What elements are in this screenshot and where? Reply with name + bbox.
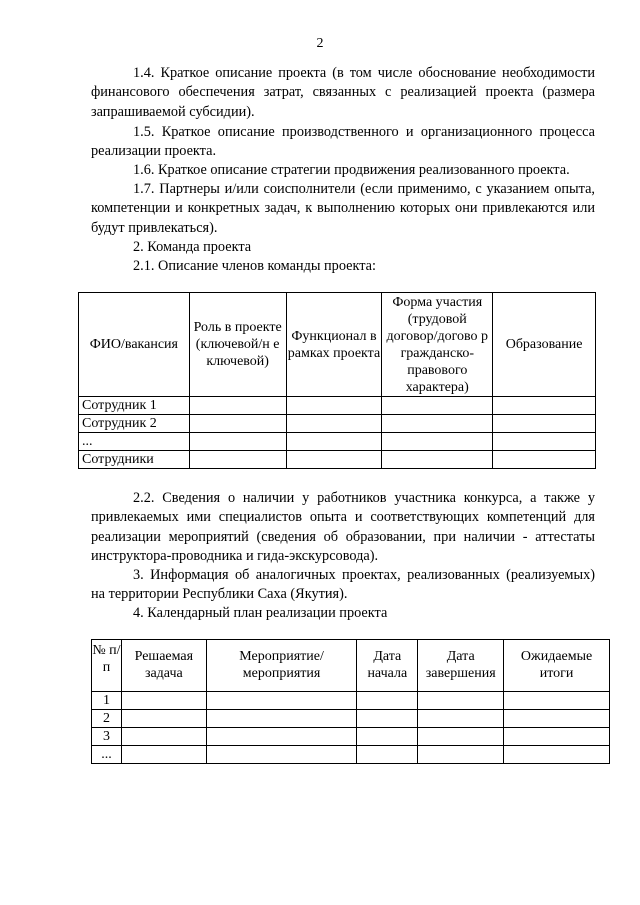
table-cell	[121, 746, 206, 764]
paragraph-1-5: 1.5. Краткое описание производственного и организационного процесса реализации проекта.	[91, 124, 595, 160]
team-header-role: Роль в проекте (ключевой/н е ключевой)	[189, 293, 286, 397]
table-cell	[382, 397, 493, 415]
table-row	[79, 451, 596, 469]
table-cell	[493, 397, 596, 415]
table-row	[92, 710, 610, 728]
table-cell	[286, 433, 382, 451]
paragraph-3: 3. Информация об аналогичных проектах, реализованных (реализуемых) на территории Республики Саха (Якутия).	[91, 567, 595, 603]
team-header-name: ФИО/вакансия	[79, 293, 190, 397]
table-cell	[206, 692, 357, 710]
paragraph-2-2: 2.2. Сведения о наличии у работников участника конкурса, а также у привлекаемых ими специалистов опыта и соответствующих компетенций для реализации мероприятий (сведения об образовании, при наличии - аттестаты инструктора-проводника и гида-экскурсовода).	[91, 490, 595, 565]
table-cell	[206, 728, 357, 746]
table-row	[79, 415, 596, 433]
table-cell	[286, 397, 382, 415]
table-cell	[206, 746, 357, 764]
table-row	[79, 397, 596, 415]
table-cell	[357, 746, 418, 764]
plan-header-number: № п/ п	[92, 640, 122, 692]
table-cell: Сотрудник 2	[79, 415, 190, 433]
table-cell	[357, 692, 418, 710]
table-cell	[504, 746, 610, 764]
plan-header-start-date: Дата начала	[357, 640, 418, 692]
team-header-participation: Форма участия (трудовой договор/догово р гражданско-правового характера)	[382, 293, 493, 397]
table-cell	[418, 746, 504, 764]
table-cell: 1	[92, 692, 122, 710]
plan-header-results: Ожидаемые итоги	[504, 640, 610, 692]
table-cell	[493, 451, 596, 469]
table-cell	[121, 728, 206, 746]
table-cell	[418, 728, 504, 746]
team-table	[78, 292, 596, 469]
table-cell	[493, 433, 596, 451]
paragraph-1-4: 1.4. Краткое описание проекта (в том числе обоснование необходимости финансового обеспечения затрат, связанных с реализацией проекта (размера запрашиваемой субсидии).	[91, 65, 595, 120]
table-cell: 2	[92, 710, 122, 728]
table-cell	[189, 415, 286, 433]
table-cell	[493, 415, 596, 433]
plan-header-end-date: Дата завершения	[418, 640, 504, 692]
plan-header-task: Решаемая задача	[121, 640, 206, 692]
team-header-education: Образование	[493, 293, 596, 397]
table-cell	[206, 710, 357, 728]
table-cell	[121, 692, 206, 710]
team-header-function: Функционал в рамках проекта	[286, 293, 382, 397]
table-cell	[189, 433, 286, 451]
table-cell	[504, 728, 610, 746]
table-cell	[121, 710, 206, 728]
table-cell	[382, 415, 493, 433]
table-cell	[418, 710, 504, 728]
table-row	[92, 728, 610, 746]
table-row	[92, 746, 610, 764]
table-cell	[286, 415, 382, 433]
table-cell: Сотрудники	[79, 451, 190, 469]
paragraph-1-6: 1.6. Краткое описание стратегии продвижения реализованного проекта.	[133, 162, 570, 178]
paragraph-2: 2. Команда проекта	[133, 239, 252, 255]
page-number: 2	[316, 36, 324, 51]
table-cell	[504, 710, 610, 728]
plan-table	[91, 639, 610, 764]
table-cell	[504, 692, 610, 710]
table-cell	[418, 692, 504, 710]
table-cell: ...	[79, 433, 190, 451]
plan-header-activity: Мероприятие/ мероприятия	[206, 640, 357, 692]
plan-table-header-row	[92, 640, 610, 692]
table-cell: Сотрудник 1	[79, 397, 190, 415]
table-cell	[286, 451, 382, 469]
table-cell	[189, 451, 286, 469]
paragraph-4: 4. Календарный план реализации проекта	[133, 605, 388, 621]
table-cell	[357, 728, 418, 746]
paragraph-1-7: 1.7. Партнеры и/или соисполнители (если применимо, с указанием опыта, компетенции и конкретных задач, к выполнению которых они привлекаются или будут привлекаться).	[91, 181, 595, 236]
table-cell	[357, 710, 418, 728]
table-cell	[382, 451, 493, 469]
table-cell: 3	[92, 728, 122, 746]
table-cell	[189, 397, 286, 415]
table-row	[92, 692, 610, 710]
team-table-header-row	[79, 293, 596, 397]
table-cell: ...	[92, 746, 122, 764]
table-cell	[382, 433, 493, 451]
table-row	[79, 433, 596, 451]
paragraph-2-1: 2.1. Описание членов команды проекта:	[133, 258, 376, 274]
